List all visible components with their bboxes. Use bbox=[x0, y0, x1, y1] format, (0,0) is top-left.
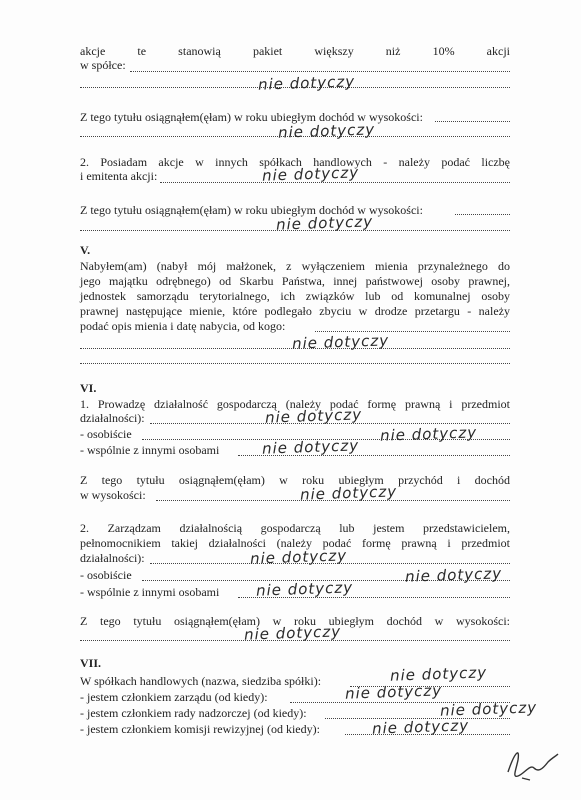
handwritten-answer: nie dotyczy bbox=[275, 212, 374, 234]
signature-icon bbox=[500, 740, 560, 785]
text-line: 1. Prowadzę działalność gospodarczą (należy podać formę prawną i przedmiot bbox=[80, 397, 510, 411]
fill-line bbox=[80, 362, 510, 364]
handwritten-answer: nie dotyczy bbox=[264, 405, 363, 427]
handwritten-answer: nie dotyczy bbox=[261, 163, 360, 185]
text-line: - wspólnie z innymi osobami bbox=[80, 585, 220, 599]
handwritten-answer: nie dotyczy bbox=[371, 716, 470, 738]
text-line: - jestem członkiem rady nadzorczej (od kiedy): bbox=[80, 706, 307, 720]
text-line: Z tego tytułu osiągnąłem(ęłam) w roku ubiegłym przychód i dochód bbox=[80, 473, 510, 487]
text-line: jego majątku odrębnego) od Skarbu Państwa, innej państwowej osoby prawnej, bbox=[80, 274, 510, 288]
handwritten-answer: nie dotyczy bbox=[243, 622, 342, 644]
handwritten-answer: nie dotyczy bbox=[249, 546, 348, 568]
text-line: podać opis mienia i datę nabycia, od kogo: bbox=[80, 319, 286, 333]
fill-line bbox=[435, 120, 510, 122]
handwritten-answer: nie dotyczy bbox=[291, 331, 390, 353]
text-line: - jestem członkiem komisji rewizyjnej (od kiedy): bbox=[80, 722, 320, 736]
text-line: - wspólnie z innymi osobami bbox=[80, 443, 220, 457]
text-line: W spółkach handlowych (nazwa, siedziba spółki): bbox=[80, 674, 322, 688]
text-line: Z tego tytułu osiągnąłem(ęłam) w roku ubiegłym dochód w wysokości: bbox=[80, 614, 510, 628]
handwritten-answer: nie dotyczy bbox=[261, 436, 360, 458]
handwritten-answer: nie dotyczy bbox=[299, 482, 398, 504]
handwritten-answer: nie dotyczy bbox=[277, 120, 376, 142]
fill-line bbox=[315, 330, 510, 332]
text-line: Nabyłem(am) (nabył mój małżonek, z wyłączeniem mienia przynależnego do bbox=[80, 259, 510, 273]
fill-line bbox=[455, 213, 510, 215]
text-line: 2. Posiadam akcje w innych spółkach handlowych - należy podać liczbę bbox=[80, 155, 510, 169]
text-line: 2. Zarządzam działalnością gospodarczą lub jestem przedstawicielem, bbox=[80, 521, 510, 535]
handwritten-answer: nie dotyczy bbox=[389, 663, 488, 685]
text-line: Z tego tytułu osiągnąłem(ęłam) w roku ubiegłym dochód w wysokości: bbox=[80, 203, 423, 217]
text-line: - jestem członkiem zarządu (od kiedy): bbox=[80, 690, 268, 704]
text-line: pełnomocnikiem takiej działalności (należy podać formę prawną i przedmiot bbox=[80, 536, 510, 550]
text-line: - osobiście bbox=[80, 568, 132, 582]
text-line: Z tego tytułu osiągnąłem(ęłam) w roku ubiegłym dochód w wysokości: bbox=[80, 110, 423, 124]
text-line: i emitenta akcji: bbox=[80, 169, 158, 183]
text-line: - osobiście bbox=[80, 427, 132, 441]
section-header-vi: VI. bbox=[80, 381, 97, 395]
handwritten-answer: nie dotyczy bbox=[344, 681, 443, 703]
handwritten-answer: nie dotyczy bbox=[255, 578, 354, 600]
text-line: jednostek samorządu terytorialnego, ich związków lub od komunalnej osoby bbox=[80, 289, 510, 303]
section-header-vii: VII. bbox=[80, 656, 102, 670]
text-line: w spółce: bbox=[80, 58, 126, 72]
text-line: prawnej następujące mienie, które podlegało zbyciu w drodze przetargu - należy bbox=[80, 304, 510, 318]
text-line: w wysokości: bbox=[80, 488, 146, 502]
text-line: działalności): bbox=[80, 551, 145, 565]
handwritten-answer: nie dotyczy bbox=[439, 698, 538, 720]
text-line: akcje te stanowią pakiet większy niż 10% akcji bbox=[80, 44, 510, 58]
handwritten-answer: nie dotyczy bbox=[257, 72, 356, 94]
section-header-v: V. bbox=[80, 243, 91, 257]
handwritten-answer: nie dotyczy bbox=[404, 564, 503, 586]
handwritten-answer: nie dotyczy bbox=[379, 423, 478, 445]
fill-line bbox=[130, 70, 510, 72]
text-line: działalności): bbox=[80, 411, 145, 425]
